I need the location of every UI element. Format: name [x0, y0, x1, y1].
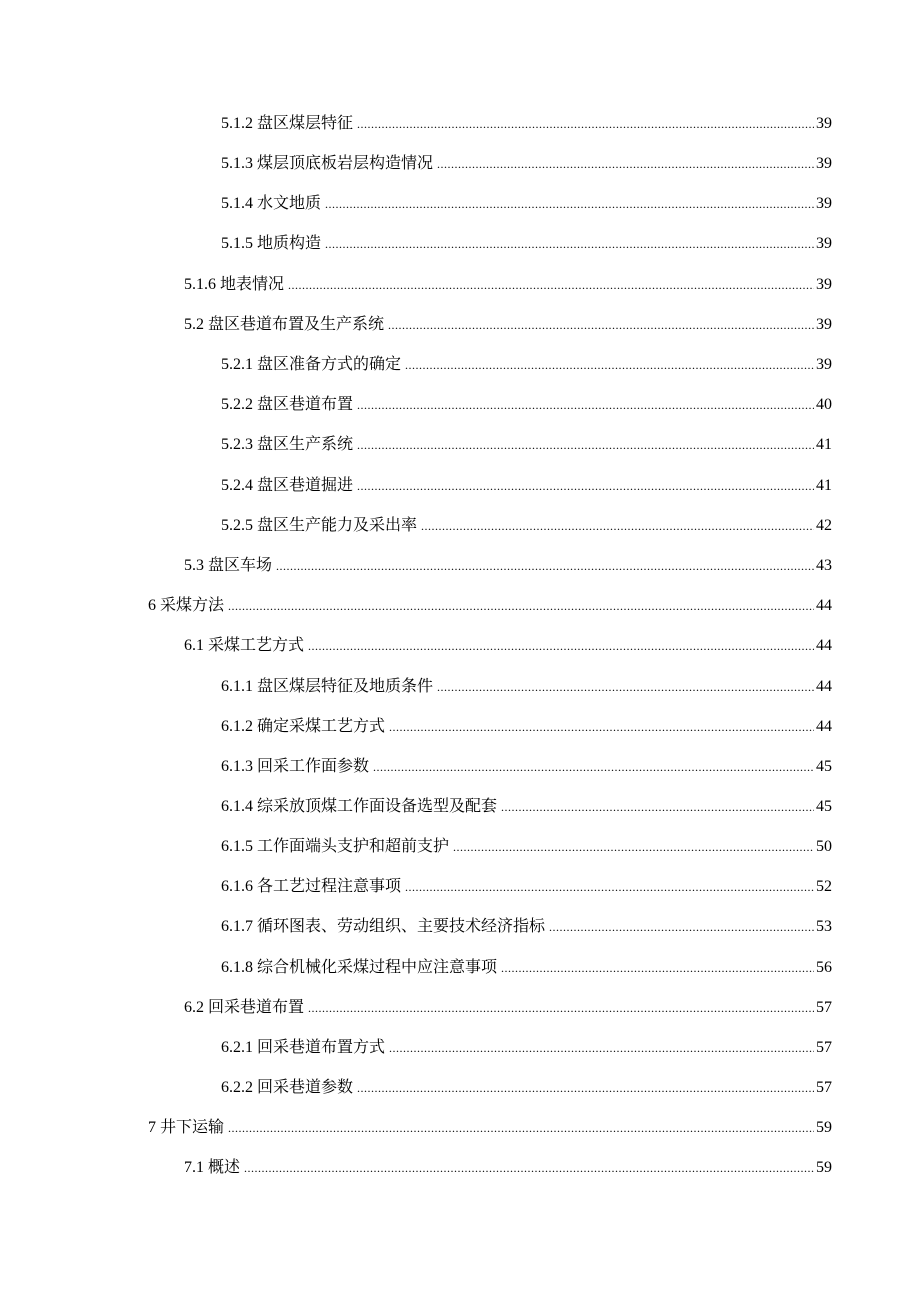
- toc-entry-label: 6.2.2 回采巷道参数: [221, 1079, 354, 1096]
- toc-entry-label: 6.1.3 回采工作面参数: [221, 758, 370, 775]
- dot-leader: [437, 676, 814, 698]
- dot-leader: [325, 233, 814, 255]
- dot-leader: [288, 274, 814, 296]
- toc-entry[interactable]: [221, 676, 832, 698]
- dot-leader: [357, 113, 814, 135]
- toc-entry-page: 39: [816, 235, 832, 252]
- dot-leader: [549, 916, 814, 938]
- toc-entry-page: 39: [816, 195, 832, 212]
- toc-entry[interactable]: [221, 1037, 832, 1059]
- toc-entry[interactable]: [221, 354, 832, 376]
- toc-entry-label: 5.2.4 盘区巷道掘进: [221, 477, 354, 494]
- toc-entry-page: 44: [816, 718, 832, 735]
- toc-entry-label: 5.2 盘区巷道布置及生产系统: [184, 316, 385, 333]
- dot-leader: [325, 193, 814, 215]
- dot-leader: [357, 475, 814, 497]
- toc-entry-page: 50: [816, 838, 832, 855]
- dot-leader: [453, 836, 814, 858]
- dot-leader: [308, 997, 814, 1019]
- toc-entry[interactable]: [184, 635, 832, 657]
- dot-leader: [357, 394, 814, 416]
- dot-leader: [389, 716, 814, 738]
- toc-entry-label: 6.1.7 循环图表、劳动组织、主要技术经济指标: [221, 918, 546, 935]
- toc-entry-label: 5.1.3 煤层顶底板岩层构造情况: [221, 155, 434, 172]
- toc-entry[interactable]: [221, 796, 832, 818]
- toc-entry[interactable]: [184, 314, 832, 336]
- toc-entry-label: 6.1.8 综合机械化采煤过程中应注意事项: [221, 959, 498, 976]
- toc-entry[interactable]: [221, 716, 832, 738]
- dot-leader: [373, 756, 814, 778]
- toc-entry-page: 59: [816, 1119, 832, 1136]
- dot-leader: [357, 1077, 814, 1099]
- dot-leader: [228, 1117, 814, 1139]
- toc-entry-page: 45: [816, 758, 832, 775]
- dot-leader: [405, 354, 814, 376]
- toc-entry[interactable]: [221, 836, 832, 858]
- toc-entry-label: 6.1.6 各工艺过程注意事项: [221, 878, 402, 895]
- toc-entry-page: 57: [816, 1039, 832, 1056]
- toc-entry-label: 6 采煤方法: [148, 597, 225, 614]
- toc-entry-page: 39: [816, 155, 832, 172]
- toc-entry-page: 39: [816, 115, 832, 132]
- toc-entry-page: 42: [816, 517, 832, 534]
- toc-entry[interactable]: [221, 1077, 832, 1099]
- toc-entry-label: 6.1.4 综采放顶煤工作面设备选型及配套: [221, 798, 498, 815]
- toc-entry[interactable]: [221, 193, 832, 215]
- toc-entry-label: 5.2.1 盘区准备方式的确定: [221, 356, 402, 373]
- dot-leader: [357, 434, 814, 456]
- toc-entry-label: 5.1.4 水文地质: [221, 195, 322, 212]
- toc-entry-page: 41: [816, 436, 832, 453]
- toc-entry-page: 59: [816, 1159, 832, 1176]
- toc-entry-page: 45: [816, 798, 832, 815]
- toc-entry-page: 44: [816, 637, 832, 654]
- dot-leader: [421, 515, 814, 537]
- dot-leader: [388, 314, 814, 336]
- toc-entry-page: 57: [816, 999, 832, 1016]
- toc-entry-page: 41: [816, 477, 832, 494]
- dot-leader: [437, 153, 814, 175]
- toc-entry[interactable]: [148, 1117, 832, 1139]
- toc-entry-label: 5.2.3 盘区生产系统: [221, 436, 354, 453]
- toc-entry[interactable]: [221, 756, 832, 778]
- toc-entry[interactable]: [184, 1157, 832, 1179]
- toc-entry-page: 39: [816, 356, 832, 373]
- dot-leader: [244, 1157, 814, 1179]
- toc-entry[interactable]: [221, 153, 832, 175]
- toc-entry[interactable]: [221, 515, 832, 537]
- toc-entry-page: 44: [816, 597, 832, 614]
- dot-leader: [308, 635, 814, 657]
- toc-entry-label: 7.1 概述: [184, 1159, 241, 1176]
- toc-entry-label: 6.1.5 工作面端头支护和超前支护: [221, 838, 450, 855]
- toc-entry-label: 6.1 采煤工艺方式: [184, 637, 305, 654]
- toc-entry-page: 39: [816, 316, 832, 333]
- toc-entry-page: 43: [816, 557, 832, 574]
- toc-entry[interactable]: [221, 394, 832, 416]
- toc-entry-label: 5.1.5 地质构造: [221, 235, 322, 252]
- dot-leader: [389, 1037, 814, 1059]
- dot-leader: [276, 555, 814, 577]
- toc-entry[interactable]: [221, 113, 832, 135]
- dot-leader: [228, 595, 814, 617]
- toc-entry-label: 5.3 盘区车场: [184, 557, 273, 574]
- toc-entry[interactable]: [184, 555, 832, 577]
- toc-entry-page: 40: [816, 396, 832, 413]
- toc-entry-page: 52: [816, 878, 832, 895]
- toc-entry[interactable]: [184, 997, 832, 1019]
- toc-entry-page: 53: [816, 918, 832, 935]
- toc-entry[interactable]: [221, 233, 832, 255]
- dot-leader: [405, 876, 814, 898]
- toc-entry[interactable]: [221, 876, 832, 898]
- toc-entry[interactable]: [221, 475, 832, 497]
- toc-entry-label: 6.1.2 确定采煤工艺方式: [221, 718, 386, 735]
- toc-entry[interactable]: [221, 434, 832, 456]
- toc-entry-page: 44: [816, 678, 832, 695]
- toc-entry[interactable]: [221, 957, 832, 979]
- toc-entry[interactable]: [184, 274, 832, 296]
- toc-entry-label: 6.2.1 回采巷道布置方式: [221, 1039, 386, 1056]
- toc-entry-label: 6.2 回采巷道布置: [184, 999, 305, 1016]
- toc-entry-label: 5.2.2 盘区巷道布置: [221, 396, 354, 413]
- toc-entry-page: 39: [816, 276, 832, 293]
- toc-entry-page: 56: [816, 959, 832, 976]
- toc-entry-label: 5.1.2 盘区煤层特征: [221, 115, 354, 132]
- toc-entry-label: 5.2.5 盘区生产能力及采出率: [221, 517, 418, 534]
- toc-entry-page: 57: [816, 1079, 832, 1096]
- toc-entry[interactable]: [221, 916, 832, 938]
- dot-leader: [501, 796, 814, 818]
- dot-leader: [501, 957, 814, 979]
- toc-entry-label: 6.1.1 盘区煤层特征及地质条件: [221, 678, 434, 695]
- toc-entry[interactable]: [148, 595, 832, 617]
- toc-entry-label: 5.1.6 地表情况: [184, 276, 285, 293]
- toc-entry-label: 7 井下运输: [148, 1119, 225, 1136]
